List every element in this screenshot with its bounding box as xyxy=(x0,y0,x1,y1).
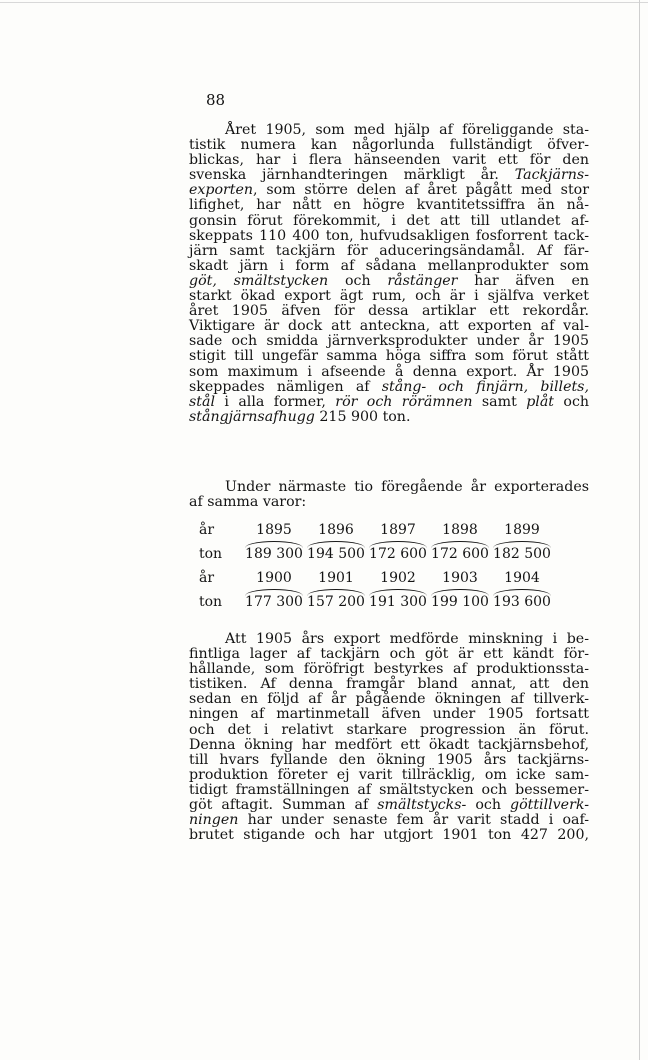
export-table xyxy=(199,521,579,617)
table-cell: 157 200 xyxy=(307,594,365,610)
text-line: skeppats 110 400 ton, hufvudsakligen fosforrent tack- xyxy=(189,227,589,244)
table-row xyxy=(199,593,579,617)
text-line: sedan en följd af år pågående ökningen af tillverk- xyxy=(189,691,589,708)
table-cell: 1902 xyxy=(380,570,416,586)
text-line: gonsin förut förekommit, i det att till utlandet af- xyxy=(189,212,589,229)
text-line: skadt järn i form af sådana mellanprodukter som xyxy=(189,257,589,274)
text-line: skeppades nämligen af stång- och finjärn, billets, xyxy=(189,378,589,395)
text-line: blickas, har i flera hänseenden varit ett för den xyxy=(189,152,589,169)
paragraph-2 xyxy=(189,480,589,510)
italic-term: smältstycks- xyxy=(377,797,467,814)
text-line: järn samt tackjärn för aduceringsändamål. Af fär- xyxy=(189,242,589,259)
text-line: Denna ökning har medfört ett ökadt tackjärnsbehof, xyxy=(189,736,589,753)
paragraph-1 xyxy=(189,123,589,425)
italic-term: Tackjärns- xyxy=(514,167,590,184)
italic-term: exporten xyxy=(189,182,254,199)
row-label: ton xyxy=(199,594,223,610)
text-line: tistiken. Af denna framgår bland annat, att den xyxy=(189,676,589,693)
text-line: hållande, som föröfrigt bestyrkes af produktionssta- xyxy=(189,661,589,678)
table-cell: 1897 xyxy=(380,522,416,538)
table-cell: 1903 xyxy=(442,570,478,586)
italic-term: stång- och finjärn, xyxy=(381,378,529,395)
table-cell: 1895 xyxy=(256,522,292,538)
row-label: ton xyxy=(199,546,223,562)
italic-term: ningen xyxy=(189,812,239,829)
table-cell: 1899 xyxy=(504,522,540,538)
table-cell: 177 300 xyxy=(245,594,303,610)
row-label: år xyxy=(199,570,215,586)
table-cell: 1900 xyxy=(256,570,292,586)
text-line: sade och smidda järnverksprodukter under år 1905 xyxy=(189,333,589,350)
table-cell: 199 100 xyxy=(431,594,489,610)
text-line: till hvars fyllande den ökning 1905 års tackjärns- xyxy=(189,751,589,768)
paragraph-3 xyxy=(189,632,589,843)
italic-term: plåt xyxy=(526,393,554,410)
italic-term: smältstycken xyxy=(233,272,329,289)
table-cell: 191 300 xyxy=(369,594,427,610)
table-cell: 193 600 xyxy=(493,594,551,610)
italic-term: stångjärnsafhugg xyxy=(189,408,315,425)
italic-term: rör och rörämnen xyxy=(335,393,473,410)
text-line: göt, smältstycken och råstänger har äfven en xyxy=(189,272,590,289)
text-line: göt aftagit. Summan af smältstycks- och göttillverk- xyxy=(189,797,590,814)
table-cell: 172 600 xyxy=(369,546,427,562)
text-line: Under närmaste tio föregående år exporterades xyxy=(225,479,589,495)
text-line: exporten, som större delen af året pågått med stor xyxy=(189,182,589,199)
table-cell: 182 500 xyxy=(493,546,551,562)
italic-term: billets, xyxy=(540,378,589,395)
text-line: Att 1905 års export medförde minskning i be- xyxy=(225,631,589,647)
table-cell: 1901 xyxy=(318,570,354,586)
text-line: stångjärnsafhugg 215 900 ton. xyxy=(189,408,411,425)
table-cell: 1898 xyxy=(442,522,478,538)
italic-term: göttillverk- xyxy=(510,797,590,814)
row-label: år xyxy=(199,522,215,538)
table-cell: 172 600 xyxy=(431,546,489,562)
text-line: som maximum i afseende å denna export. År 1905 xyxy=(189,363,589,380)
page-number: 88 xyxy=(206,91,226,109)
text-line: året 1905 äfven för dessa artiklar ett rekordår. xyxy=(189,303,589,320)
table-cell: 194 500 xyxy=(307,546,365,562)
italic-term: göt, xyxy=(189,272,217,289)
text-line: ningen af martinmetall äfven under 1905 fortsatt xyxy=(189,706,589,723)
table-row xyxy=(199,545,579,569)
text-line: starkt ökad export ägt rum, och är i själfva verket xyxy=(189,288,589,305)
table-cell: 189 300 xyxy=(245,546,303,562)
text-line: svenska järnhandteringen märkligt år. Tackjärns- xyxy=(189,167,590,184)
table-cell: 1904 xyxy=(504,570,540,586)
page-edge-right xyxy=(639,0,640,1060)
page-edge-top xyxy=(0,2,648,3)
text-line: Året 1905, som med hjälp af föreliggande sta- xyxy=(225,122,589,138)
text-line: fintliga lager af tackjärn och göt är ett kändt för- xyxy=(189,646,589,663)
text-line: stigit till ungefär samma höga siffra som förut stått xyxy=(189,348,589,365)
text-line: produktion företer ej varit tillräcklig, om icke sam- xyxy=(189,766,589,783)
italic-term: råstänger xyxy=(387,272,458,289)
text-line: ningen har under senaste fem år varit stadd i oaf- xyxy=(189,812,589,829)
text-line: och det i relativt starkare progression än förut. xyxy=(189,721,589,738)
table-cell: 1896 xyxy=(318,522,354,538)
text-line: stål i alla former, rör och rörämnen samt plåt och xyxy=(189,393,590,410)
text-line: tidigt framställningen af smältstycken och bessemer- xyxy=(189,781,589,798)
text-line: Viktigare är dock att anteckna, att exporten af val- xyxy=(189,318,589,335)
text-line: tistik numera kan någorlunda fullständigt öfver- xyxy=(189,137,589,154)
text-line: brutet stigande och har utgjort 1901 ton 427 200, xyxy=(189,827,589,844)
italic-term: stål xyxy=(189,393,215,410)
text-line: lifighet, har nått en högre kvantitetssiffra än nå- xyxy=(189,197,589,214)
text-line: af samma varor: xyxy=(189,494,307,511)
